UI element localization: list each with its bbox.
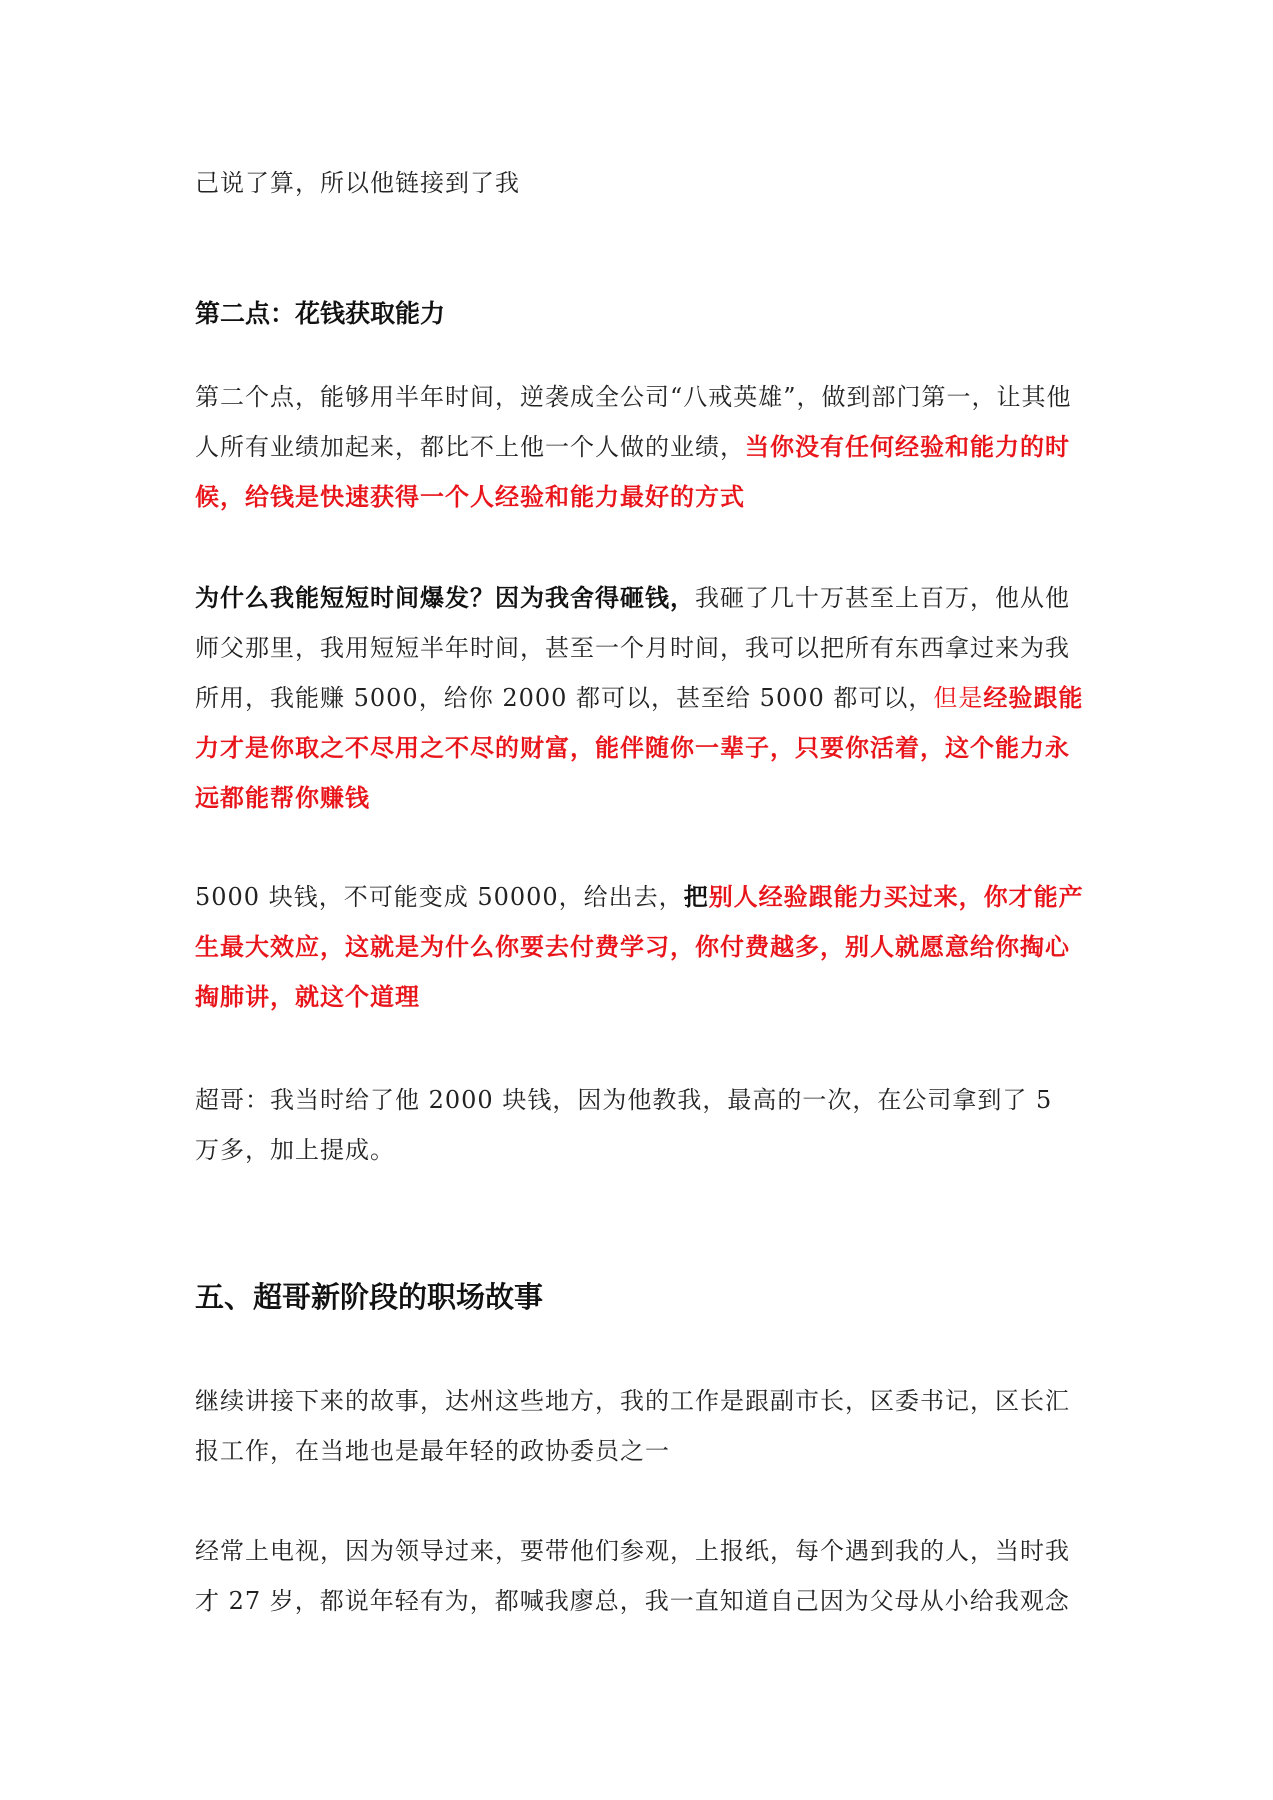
bold-text: 把 xyxy=(683,882,709,911)
highlight-text: 别人经验跟能力买过来，你才能产生最大效应，这就是为什么你要去付费学习，你付费越多，别人就愿意给你掏心掏肺讲，就这个道理 xyxy=(195,882,1084,1011)
paragraph-4 xyxy=(195,1075,1085,1175)
paragraph-text: 第二个点，能够用半年时间，逆袭成全公司“八戒英雄”，做到部门第一，让其他人所有业绩加起来，都比不上他一个人做的业绩， xyxy=(195,383,1072,461)
section-heading-5: 五、超哥新阶段的职场故事 xyxy=(195,1280,544,1314)
highlight-text-light: 但是 xyxy=(933,684,984,712)
paragraph-6 xyxy=(195,1526,1085,1626)
paragraph-fragment xyxy=(195,158,1085,208)
highlight-text: 当你没有任何经验和能力的时候，给钱是快速获得一个人经验和能力最好的方式 xyxy=(195,432,1070,511)
paragraph-text: 超哥：我当时给了他 2000 块钱，因为他教我，最高的一次，在公司拿到了 5 万多，加上提成。 xyxy=(195,1086,1053,1164)
subheading-second-point: 第二点：花钱获取能力 xyxy=(195,299,446,328)
paragraph-2 xyxy=(195,573,1085,823)
highlight-text: 经验跟能力才是你取之不尽用之不尽的财富，能伴随你一辈子，只要你活着，这个能力永远都能帮你赚钱 xyxy=(195,683,1084,812)
paragraph-text: 己说了算，所以他链接到了我 xyxy=(195,169,520,197)
paragraph-text: 继续讲接下来的故事，达州这些地方，我的工作是跟副市长，区委书记，区长汇报工作，在当地也是最年轻的政协委员之一 xyxy=(195,1387,1070,1465)
paragraph-5 xyxy=(195,1376,1085,1476)
paragraph-1 xyxy=(195,372,1085,522)
paragraph-text: 我砸了几十万甚至上百万，他从他师父那里，我用短短半年时间，甚至一个月时间，我可以把所有东西拿过来为我所用，我能赚 5000，给你 2000 都可以，甚至给 5000 都可以， xyxy=(195,584,1070,712)
bold-text: 为什么我能短短时间爆发？因为我舍得砸钱， xyxy=(195,583,695,612)
paragraph-text: 5000 块钱，不可能变成 50000，给出去， xyxy=(195,883,684,911)
paragraph-3 xyxy=(195,872,1085,1022)
paragraph-text: 经常上电视，因为领导过来，要带他们参观，上报纸，每个遇到我的人，当时我才 27 岁，都说年轻有为，都喊我廖总，我一直知道自己因为父母从小给我观念 xyxy=(195,1537,1070,1615)
